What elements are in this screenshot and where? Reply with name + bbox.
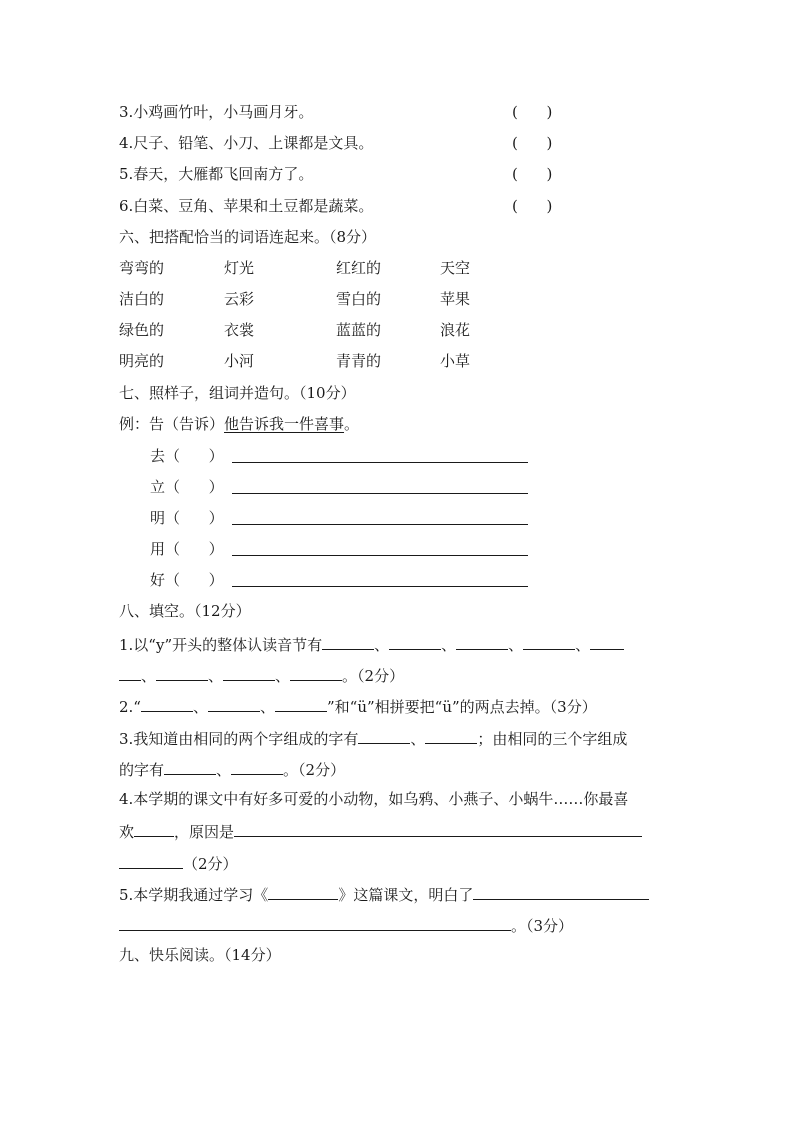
- compose-row-4: [150, 539, 224, 559]
- reason-blank[interactable]: [234, 820, 642, 837]
- match-word: 衣裳: [224, 321, 255, 339]
- blank[interactable]: [141, 695, 193, 712]
- compose-char: 用: [150, 540, 166, 558]
- fill-q4-line2: [119, 820, 642, 842]
- compose-paren[interactable]: （ ）: [165, 571, 224, 589]
- example-end: 。: [344, 415, 360, 433]
- sep: 、: [141, 667, 157, 685]
- fill-q1-line1: [119, 633, 624, 655]
- sep: 、: [441, 636, 457, 654]
- sep: 、: [260, 698, 276, 716]
- blank[interactable]: [425, 727, 477, 744]
- match-word: 弯弯的: [119, 259, 165, 277]
- compose-paren[interactable]: （ ）: [165, 509, 224, 527]
- q3-mid: ；由相同的三个字组成: [477, 730, 628, 748]
- match-word: 洁白的: [119, 290, 165, 308]
- sentence-blank[interactable]: [232, 555, 528, 556]
- judgement-answer-6[interactable]: ( ): [512, 197, 553, 215]
- compose-char: 立: [150, 478, 166, 496]
- blank[interactable]: [456, 633, 508, 650]
- compose-char: 去: [150, 447, 166, 465]
- match-word: 灯光: [224, 259, 255, 277]
- section-7-title: 七、照样子，组词并造句。（10分）: [119, 384, 356, 402]
- sep: 、: [208, 667, 224, 685]
- example-prefix: 例：告（告诉）: [119, 415, 225, 433]
- sep: 、: [192, 698, 208, 716]
- match-word: 苹果: [440, 290, 471, 308]
- match-word: 蓝蓝的: [336, 321, 382, 339]
- match-word: 小河: [224, 352, 255, 370]
- q3-text-b: 的字有: [119, 761, 165, 779]
- blank[interactable]: [164, 758, 216, 775]
- compose-row-5: [150, 570, 224, 590]
- judgement-answer-3[interactable]: ( ): [512, 103, 553, 121]
- blank[interactable]: [134, 820, 174, 837]
- q3-text: 3.我知道由相同的两个字组成的字有: [119, 730, 359, 748]
- match-word: 雪白的: [336, 290, 382, 308]
- q5-end: 。（3分）: [511, 917, 574, 935]
- match-word: 天空: [440, 259, 471, 277]
- sep: 、: [508, 636, 524, 654]
- judgement-answer-4[interactable]: ( ): [512, 134, 553, 152]
- section-6-title: 六、把搭配恰当的词语连起来。（8分）: [119, 228, 377, 246]
- fill-q4-line3: [119, 852, 238, 874]
- fill-q3-line1: [119, 727, 627, 749]
- q1-end: 。（2分）: [342, 667, 405, 685]
- fill-q1-line2: [119, 664, 404, 686]
- match-word: 云彩: [224, 290, 255, 308]
- judgement-item-3: 3.小鸡画竹叶，小马画月牙。: [119, 103, 314, 121]
- match-word: 青青的: [336, 352, 382, 370]
- match-word: 明亮的: [119, 352, 165, 370]
- q4-text-b: ，原因是: [174, 823, 235, 841]
- q5-text: 5.本学期我通过学习《: [119, 886, 269, 904]
- q1-text: 1.以“y”开头的整体认读音节有: [119, 636, 323, 654]
- blank[interactable]: [119, 914, 511, 931]
- blank[interactable]: [473, 883, 649, 900]
- blank[interactable]: [358, 727, 410, 744]
- q3-end: 。（2分）: [283, 761, 346, 779]
- compose-row-3: [150, 508, 224, 528]
- compose-paren[interactable]: （ ）: [165, 478, 224, 496]
- fill-q2: [119, 695, 597, 717]
- blank[interactable]: [389, 633, 441, 650]
- section-9-title: 九、快乐阅读。（14分）: [119, 946, 281, 964]
- fill-q5-line1: [119, 883, 649, 905]
- blank[interactable]: [119, 852, 183, 869]
- q4-text: 欢: [119, 823, 135, 841]
- judgement-item-6: 6.白菜、豆角、苹果和土豆都是蔬菜。: [119, 197, 374, 215]
- sep: 、: [374, 636, 390, 654]
- compose-row-1: [150, 446, 224, 466]
- blank[interactable]: [590, 633, 624, 650]
- blank[interactable]: [275, 695, 327, 712]
- example-line: [119, 414, 359, 434]
- compose-row-2: [150, 477, 224, 497]
- sep: 、: [275, 667, 291, 685]
- match-word: 红红的: [336, 259, 382, 277]
- fill-q3-line2: [119, 758, 345, 780]
- fill-q4-line1: 4.本学期的课文中有好多可爱的小动物，如乌鸦、小燕子、小蜗牛……你最喜: [119, 790, 629, 808]
- q4-score: （2分）: [183, 855, 238, 873]
- blank[interactable]: [208, 695, 260, 712]
- sep: 、: [575, 636, 591, 654]
- q5-text-b: 》这篇课文，明白了: [338, 886, 474, 904]
- judgement-answer-5[interactable]: ( ): [512, 165, 553, 183]
- match-word: 绿色的: [119, 321, 165, 339]
- blank[interactable]: [290, 664, 342, 681]
- section-8-title: 八、填空。（12分）: [119, 602, 251, 620]
- blank[interactable]: [523, 633, 575, 650]
- sentence-blank[interactable]: [232, 462, 528, 463]
- judgement-item-5: 5.春天，大雁都飞回南方了。: [119, 165, 314, 183]
- q2-open: 2.“: [119, 698, 141, 716]
- blank[interactable]: [156, 664, 208, 681]
- compose-paren[interactable]: （ ）: [165, 447, 224, 465]
- sep: 、: [216, 761, 232, 779]
- compose-char: 好: [150, 571, 166, 589]
- sentence-blank[interactable]: [232, 493, 528, 494]
- judgement-item-4: 4.尺子、铅笔、小刀、上课都是文具。: [119, 134, 374, 152]
- fill-q5-line2: [119, 914, 573, 936]
- q2-text: ”和“ü”相拼要把“ü”的两点去掉。（3分）: [327, 698, 597, 716]
- example-sentence: 他告诉我一件喜事: [224, 415, 345, 433]
- match-word: 浪花: [440, 321, 471, 339]
- match-word: 小草: [440, 352, 471, 370]
- blank[interactable]: [119, 664, 141, 681]
- sep: 、: [410, 730, 426, 748]
- sentence-blank[interactable]: [232, 524, 528, 525]
- compose-paren[interactable]: （ ）: [165, 540, 224, 558]
- blank[interactable]: [223, 664, 275, 681]
- sentence-blank[interactable]: [232, 586, 528, 587]
- blank[interactable]: [322, 633, 374, 650]
- lesson-title-blank[interactable]: [268, 883, 338, 900]
- compose-char: 明: [150, 509, 166, 527]
- blank[interactable]: [231, 758, 283, 775]
